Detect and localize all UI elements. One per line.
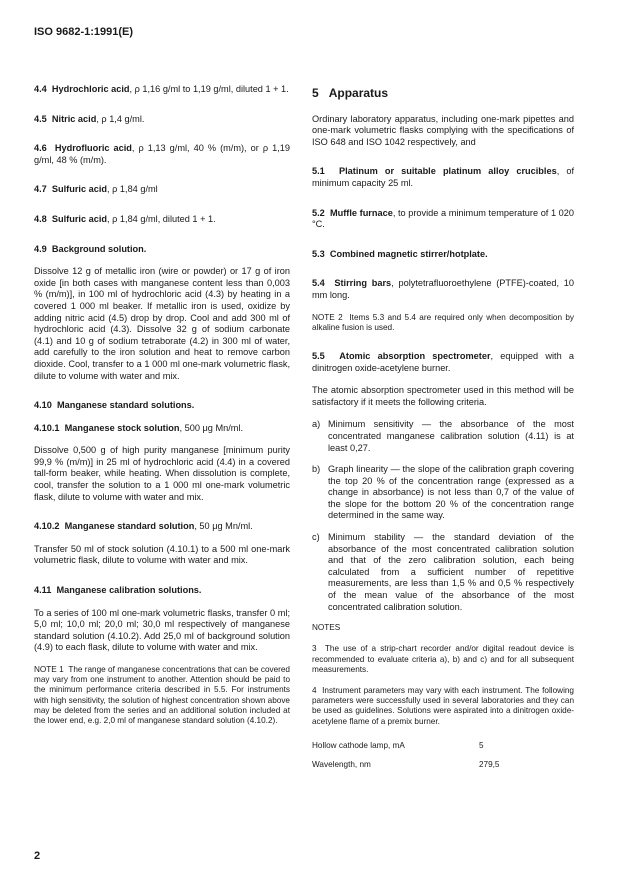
note-1: NOTE 1 The range of manganese concentrations that can be covered may vary from one instrument to another. Attention should be paid to the minimum performance criteria described in 5.5. For instruments with high sensitivity, the solution of highest concentration shown above may be deleted from the series and an additional solution included at the lower end, e.g. 2,0 ml of manganese standard solution (4.10.2).	[34, 665, 290, 726]
criteria-list	[312, 419, 574, 613]
page-number: 2	[34, 850, 41, 862]
left-column	[34, 84, 290, 737]
note-4: 4 Instrument parameters may vary with each instrument. The following parameters were successfully used in several laboratories and they can be used as guidelines. Solutions were aspirated into a dinitrogen oxide-acetylene flame of a premix burner.	[312, 686, 574, 726]
section-5-heading: 5 Apparatus	[312, 86, 389, 100]
instrument-parameters-table	[312, 738, 574, 777]
clause-4-4: 4.4 Hydrochloric acid, ρ 1,16 g/ml to 1,19 g/ml, diluted 1 + 1.	[34, 84, 289, 94]
clause-4-11-heading: 4.11 Manganese calibration solutions.	[34, 585, 202, 596]
clause-4-11-body: To a series of 100 ml one-mark volumetric flasks, transfer 0 ml; 5,0 ml; 10,0 ml; 20,0 ml; 30,0 ml respectively of manganese standard solution (4.10.2). Add 25,0 ml of background solution (4.9) to each flask, dilute to volume with water and mix.	[34, 607, 290, 653]
parameter-value: 5	[479, 740, 484, 750]
table-row	[312, 738, 574, 758]
clause-4-9-heading: 4.9 Background solution.	[34, 243, 147, 254]
clause-4-10-heading: 4.10 Manganese standard solutions.	[34, 400, 195, 411]
note-2: NOTE 2 Items 5.3 and 5.4 are required only when decomposition by alkaline fusion is used.	[312, 312, 575, 332]
clause-5-5: 5.5 Atomic absorption spectrometer, equipped with a dinitrogen oxide-acetylene burner.	[312, 350, 575, 373]
criterion-c: c) Minimum stability — the standard deviation of the absorbance of the most concentrated calibration solution and that of the zero calibration solution, each being calculated from a sufficient number of repetitive measurements, are less than 1,5 % and 0,5 % respectively of the mean value of the absorbance of the most concentrated calibration solution.	[312, 532, 574, 612]
parameter-value: 279,5	[479, 760, 500, 770]
clause-5-4: 5.4 Stirring bars, polytetrafluoroethylene (PTFE)-coated, 10 mm long.	[312, 278, 574, 300]
table-row	[312, 757, 574, 777]
parameter-name: Hollow cathode lamp, mA	[312, 740, 405, 750]
clause-4-10-1-heading: 4.10.1 Manganese stock solution, 500 μg Mn/ml.	[34, 422, 244, 433]
criterion-a: a) Minimum sensitivity — the absorbance of the most concentrated manganese calibration solution (4.11) is at least 0,27.	[312, 419, 574, 453]
right-column	[312, 84, 574, 777]
clause-4-6: 4.6 Hydrofluoric acid, ρ 1,13 g/ml, 40 % (m/m), or ρ 1,19 g/ml, 48 % (m/m).	[34, 143, 290, 165]
clause-5-3: 5.3 Combined magnetic stirrer/hotplate.	[312, 248, 488, 259]
note-3: 3 The use of a strip-chart recorder and/or digital readout device is recommended to evaluate criteria a), b) and c) and for all subsequent measurements.	[312, 644, 574, 674]
clause-5-2: 5.2 Muffle furnace, to provide a minimum temperature of 1 020 °C.	[312, 207, 574, 230]
notes-heading: NOTES	[312, 623, 341, 633]
clause-4-10-2-heading: 4.10.2 Manganese standard solution, 50 μg Mn/ml.	[34, 521, 253, 532]
clause-4-5: 4.5 Nitric acid, ρ 1,4 g/ml.	[34, 113, 145, 124]
page-header: ISO 9682-1:1991(E)	[34, 26, 134, 38]
criterion-b: b) Graph linearity — the slope of the calibration graph covering the top 20 % of the concentration range (expressed as a change in absorbance) is not less than 0,7 of the value of the slope for the bottom 20 % of the concentration range determined in the same way.	[312, 464, 574, 521]
clause-4-10-1-body: Dissolve 0,500 g of high purity manganese [minimum purity 99,9 % (m/m)] in 25 ml of hydrochloric acid (4.4) in a covered tall-form beaker, while heating. When dissolution is complete, cool, transfer the solution to a 1 000 ml one-mark volumetric flask, dilute to volume with water and mix.	[34, 445, 290, 502]
clause-5-1: 5.1 Platinum or suitable platinum alloy crucibles, of minimum capacity 25 ml.	[312, 166, 574, 188]
clause-4-10-2-body: Transfer 50 ml of stock solution (4.10.1) to a 500 ml one-mark volumetric flask, dilute to volume with water and mix.	[34, 543, 290, 566]
parameter-name: Wavelength, nm	[312, 760, 371, 770]
section-5-body: Ordinary laboratory apparatus, including one-mark pipettes and one-mark volumetric flasks complying with the specifications of ISO 648 and ISO 1042 respectively, and	[312, 113, 574, 147]
clause-4-8: 4.8 Sulfuric acid, ρ 1,84 g/ml, diluted 1 + 1.	[34, 213, 216, 224]
clause-4-9-body: Dissolve 12 g of metallic iron (wire or powder) or 17 g of iron oxide [in both cases with manganese content less than 0,003 % (m/m)], in 100 ml of hydrochloric acid (4.3) by heating in a covered 1 000 ml beaker. If metallic iron is used, oxidize by adding nitric acid (4.5) drop by drop. Cool and add 300 ml of hydrochloric acid (4.3). Dissolve 32 g of sodium carbonate (4.1) and 10 g of sodium tetraborate (4.2) in 300 ml of water, add carefully to the iron solution and heat to remove carbon dioxide. Cool, transfer to a 1 000 ml one-mark volumetric flask, dilute to volume with water and mix.	[34, 266, 290, 381]
clause-5-5-body: The atomic absorption spectrometer used in this method will be satisfactory if it meets the following criteria.	[312, 385, 574, 407]
clause-4-7: 4.7 Sulfuric acid, ρ 1,84 g/ml	[34, 184, 158, 195]
